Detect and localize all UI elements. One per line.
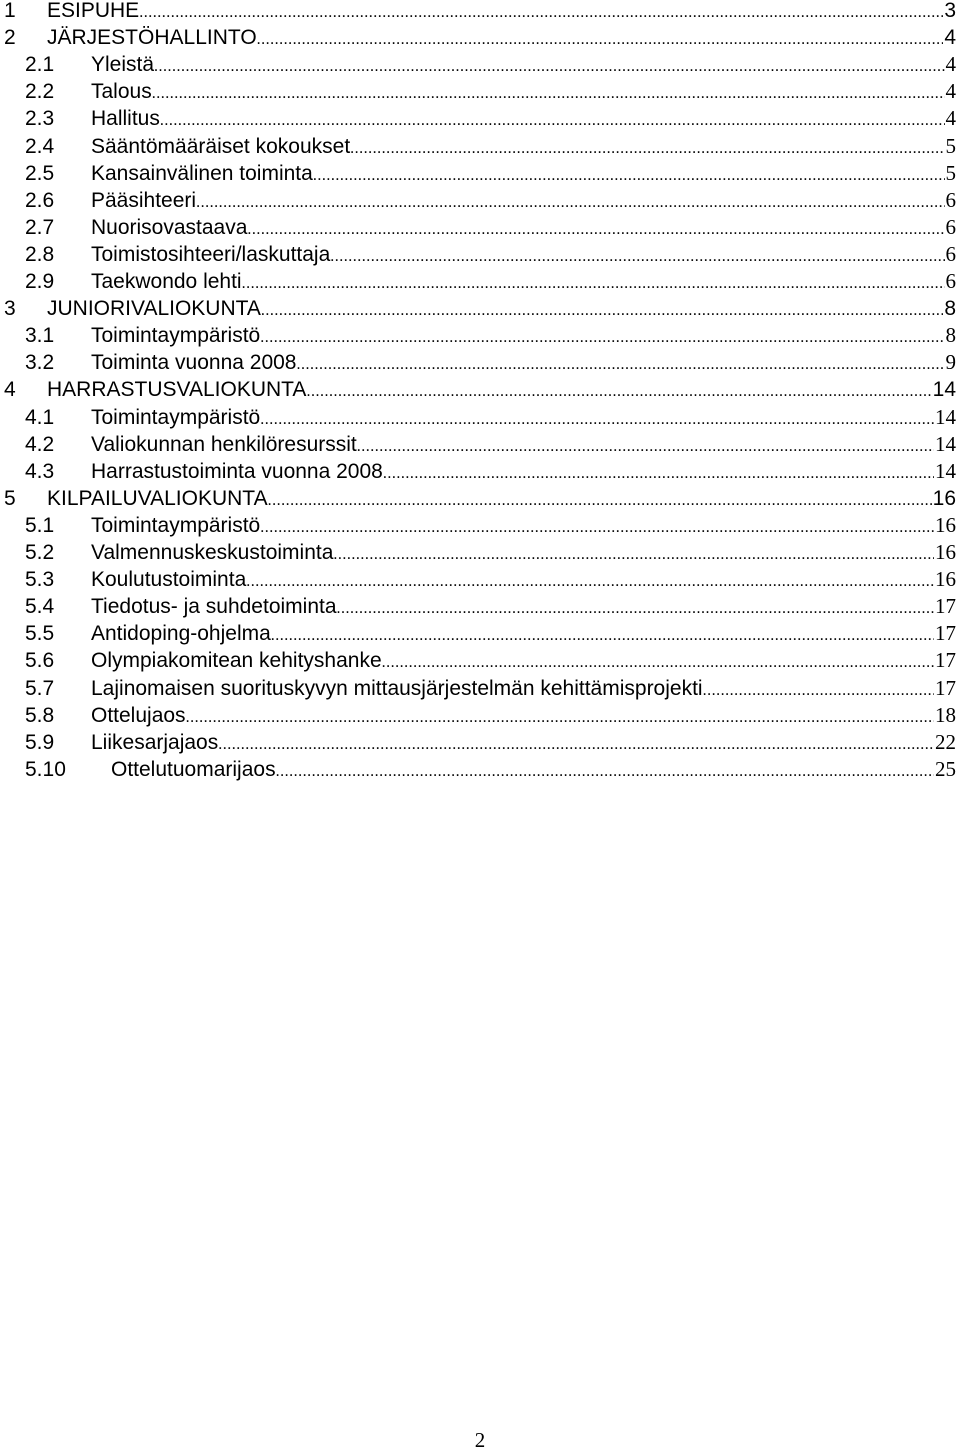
toc-entry-number: 2.9: [25, 270, 55, 293]
toc-entry-page: 17: [935, 594, 956, 619]
toc-entry-number: 2: [4, 26, 16, 50]
toc-entry-page: 5: [945, 133, 956, 158]
toc-entry[interactable]: [0, 105, 956, 132]
toc-dot-leader: [196, 189, 944, 216]
toc-entry-number: 2.8: [25, 242, 55, 266]
toc-entry-page: 4: [945, 106, 956, 131]
toc-entry-number: 5.6: [25, 649, 55, 673]
toc-entry-page: 6: [945, 187, 956, 212]
toc-entry[interactable]: [0, 431, 956, 458]
toc-entry[interactable]: [0, 51, 956, 78]
toc-entry-title: JÄRJESTÖHALLINTO: [47, 26, 257, 50]
toc-dot-leader: [261, 297, 943, 324]
toc-entry-number: 5.2: [25, 541, 55, 564]
toc-entry-page: 25: [935, 756, 956, 781]
toc-entry-title: Koulutustoiminta: [91, 568, 247, 592]
toc-dot-leader: [268, 487, 932, 514]
toc-entry-page: 6: [945, 241, 956, 266]
toc-entry[interactable]: [0, 539, 956, 566]
toc-dot-leader: [260, 324, 944, 351]
toc-entry-page: 6: [945, 214, 956, 239]
toc-dot-leader: [382, 649, 934, 676]
toc-entry-number: 2.4: [25, 134, 55, 158]
toc-entry-page: 6: [945, 269, 956, 293]
toc-entry-title: Toimintaympäristö: [91, 405, 261, 429]
toc-dot-leader: [218, 731, 934, 758]
toc-entry-title: Toimintaympäristö: [91, 513, 261, 537]
toc-dot-leader: [154, 53, 944, 80]
toc-entry-number: 2.2: [25, 80, 55, 104]
toc-entry-number: 2.6: [25, 188, 55, 212]
toc-entry-number: 5.10: [25, 757, 66, 781]
toc-entry[interactable]: [0, 241, 956, 268]
toc-dot-leader: [350, 135, 944, 162]
toc-entry-title: Nuorisovastaava: [91, 215, 248, 239]
toc-dot-leader: [357, 433, 934, 460]
toc-entry-title: Toiminta vuonna 2008: [91, 351, 297, 375]
toc-dot-leader: [276, 758, 934, 785]
toc-dot-leader: [186, 704, 934, 731]
toc-dot-leader: [152, 80, 945, 107]
toc-entry[interactable]: [0, 187, 956, 214]
toc-entry-page: 17: [935, 648, 956, 673]
toc-entry[interactable]: [0, 593, 956, 620]
toc-entry-title: Harrastustoiminta vuonna 2008: [91, 459, 383, 483]
toc-dot-leader: [271, 622, 934, 649]
toc-entry-number: 5.5: [25, 622, 55, 646]
toc-entry-number: 3: [4, 297, 16, 321]
toc-entry-number: 5.7: [25, 676, 55, 700]
toc-entry-page: 18: [935, 702, 956, 727]
toc-entry[interactable]: [0, 566, 956, 593]
toc-dot-leader: [330, 243, 944, 270]
toc-entry-page: 14: [935, 404, 956, 429]
toc-entry-title: Toimintaympäristö: [91, 324, 261, 348]
toc-entry-number: 4.1: [25, 405, 55, 429]
toc-entry-title: Antidoping-ohjelma: [91, 622, 271, 646]
toc-entry-page: 16: [932, 486, 956, 510]
toc-entry-page: 22: [935, 729, 956, 754]
toc-entry-number: 2.1: [25, 53, 55, 77]
toc-entry[interactable]: [0, 0, 956, 24]
toc-entry-number: 5.4: [25, 595, 55, 619]
toc-entry-page: 16: [935, 567, 956, 592]
toc-entry-title: Sääntömääräiset kokoukset: [91, 134, 351, 158]
toc-entry-title: Ottelutuomarijaos: [111, 757, 276, 781]
toc-entry-title: HARRASTUSVALIOKUNTA: [47, 378, 307, 402]
toc-entry[interactable]: [0, 729, 956, 756]
toc-dot-leader: [337, 595, 934, 622]
toc-entry[interactable]: [0, 133, 956, 160]
toc-entry-title: Liikesarjajaos: [91, 730, 219, 754]
toc-entry[interactable]: [0, 78, 956, 105]
toc-entry[interactable]: [0, 322, 956, 349]
toc-dot-leader: [260, 514, 934, 541]
toc-dot-leader: [296, 351, 944, 378]
toc-entry[interactable]: [0, 376, 956, 403]
toc-entry-number: 5: [4, 486, 16, 510]
toc-entry-page: 14: [932, 378, 956, 402]
toc-entry-title: Kansainvälinen toiminta: [91, 161, 313, 185]
toc-dot-leader: [139, 0, 943, 26]
toc-entry-title: Hallitus: [91, 107, 160, 131]
toc-entry-number: 1: [4, 0, 16, 22]
toc-entry[interactable]: [0, 675, 956, 702]
toc-entry-title: Valiokunnan henkilöresurssit: [91, 432, 357, 456]
toc-entry-page: 16: [935, 540, 956, 564]
toc-entry[interactable]: [0, 160, 956, 187]
toc-entry-number: 3.1: [25, 324, 55, 348]
toc-dot-leader: [257, 26, 944, 53]
toc-entry-title: ESIPUHE: [47, 0, 140, 22]
toc-entry-title: Talous: [91, 80, 152, 104]
toc-entry-title: KILPAILUVALIOKUNTA: [47, 486, 268, 510]
toc-entry[interactable]: [0, 404, 956, 431]
toc-dot-leader: [246, 568, 934, 595]
toc-entry[interactable]: [0, 458, 956, 485]
toc-entry-page: 3: [944, 0, 956, 22]
toc-entry-page: 5: [945, 160, 956, 185]
toc-entry-page: 4: [944, 26, 956, 50]
toc-entry[interactable]: [0, 620, 956, 647]
toc-entry[interactable]: [0, 295, 956, 322]
toc-entry-page: 17: [935, 621, 956, 646]
toc-entry-page: 16: [935, 512, 956, 537]
toc-entry[interactable]: [0, 24, 956, 51]
toc-entry-title: Valmennuskeskustoiminta: [91, 541, 334, 564]
toc-entry-page: 9: [945, 350, 956, 375]
toc-entry[interactable]: [0, 647, 956, 674]
toc-entry-title: Lajinomaisen suorituskyvyn mittausjärjestelmän kehittämisprojekti: [91, 676, 703, 700]
toc-dot-leader: [260, 406, 934, 433]
toc-entry-page: 14: [935, 431, 956, 456]
toc-entry-title: Pääsihteeri: [91, 188, 197, 212]
toc-entry-number: 5.1: [25, 513, 55, 537]
toc-entry-title: JUNIORIVALIOKUNTA: [47, 297, 261, 321]
toc-entry-number: 4.2: [25, 432, 55, 456]
toc-entry-number: 2.3: [25, 107, 55, 131]
toc-entry[interactable]: [0, 756, 956, 783]
toc-dot-leader: [306, 378, 931, 405]
toc-dot-leader: [383, 460, 934, 487]
toc-dot-leader: [160, 107, 945, 134]
toc-entry-number: 5.9: [25, 730, 55, 754]
toc-entry-number: 5.8: [25, 703, 55, 727]
toc-entry-title: Taekwondo lehti: [91, 270, 242, 293]
toc-dot-leader: [703, 677, 934, 704]
toc-dot-leader: [242, 270, 945, 297]
toc-entry-number: 2.5: [25, 161, 55, 185]
toc-entry-page: 8: [945, 323, 956, 348]
toc-entry[interactable]: [0, 512, 956, 539]
toc-entry-page: 4: [945, 79, 956, 104]
toc-entry-title: Tiedotus- ja suhdetoiminta: [91, 595, 337, 619]
page-number: 2: [474, 1428, 486, 1452]
toc-entry-page: 4: [945, 52, 956, 77]
toc-dot-leader: [333, 541, 934, 568]
toc-entry-number: 4: [4, 378, 16, 402]
toc-entry-title: Olympiakomitean kehityshanke: [91, 649, 382, 673]
toc-entry-number: 5.3: [25, 568, 55, 592]
toc-entry[interactable]: [0, 485, 956, 512]
toc-dot-leader: [247, 216, 944, 243]
toc-entry-title: Toimistosihteeri/laskuttaja: [91, 242, 331, 266]
toc-entry[interactable]: [0, 268, 956, 295]
toc-dot-leader: [313, 162, 945, 189]
toc-entry-number: 2.7: [25, 215, 55, 239]
toc-entry-title: Ottelujaos: [91, 703, 186, 727]
toc-entry-page: 8: [944, 297, 956, 321]
toc-entry[interactable]: [0, 349, 956, 376]
toc-entry-number: 3.2: [25, 351, 55, 375]
toc-entry-page: 17: [935, 675, 956, 700]
toc-entry-title: Yleistä: [91, 53, 155, 77]
toc-entry[interactable]: [0, 214, 956, 241]
toc-entry[interactable]: [0, 702, 956, 729]
toc-entry-page: 14: [935, 458, 956, 483]
toc-entry-number: 4.3: [25, 459, 55, 483]
